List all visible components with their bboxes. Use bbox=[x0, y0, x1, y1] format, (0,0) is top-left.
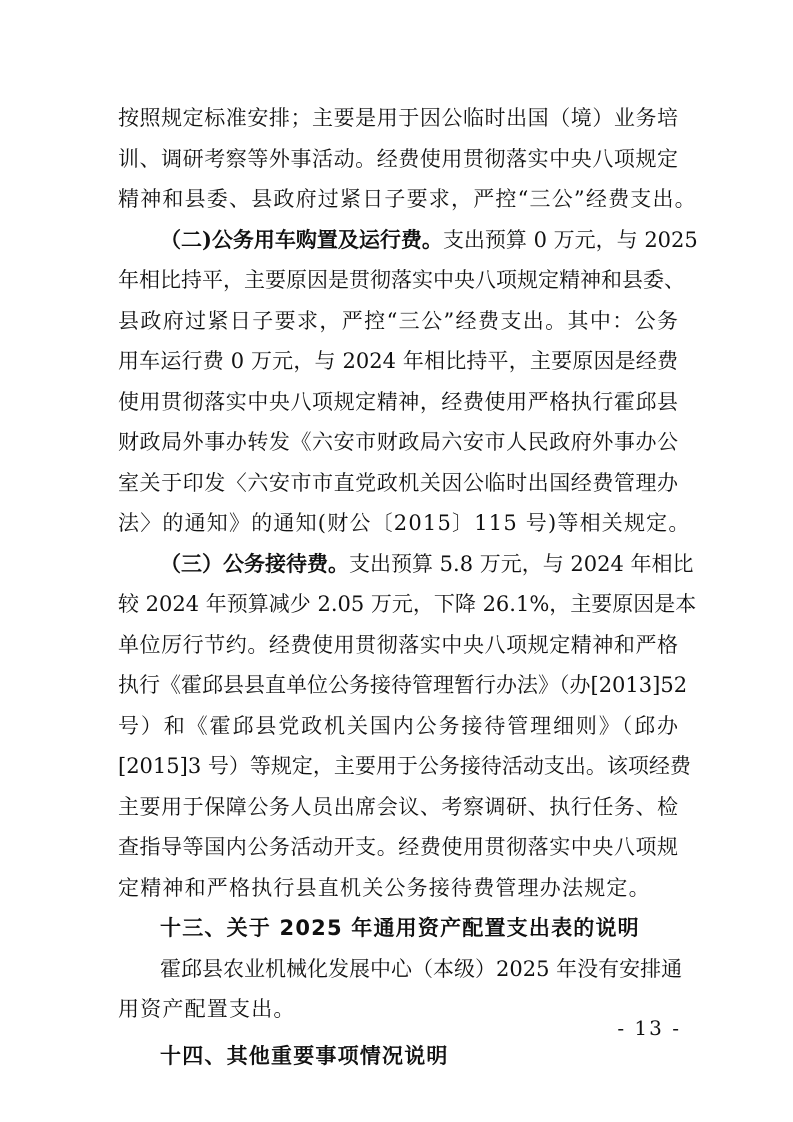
text-line: 训、调研考察等外事活动。经费使用贯彻落实中央八项规定 bbox=[118, 147, 678, 171]
text-line: 使用贯彻落实中央八项规定精神，经费使用严格执行霍邱县 bbox=[118, 390, 678, 414]
text-line: 执行《霍邱县县直单位公务接待管理暂行办法》（办[2013]52 bbox=[118, 673, 688, 697]
text-line: 年相比持平，主要原因是贯彻落实中央八项规定精神和县委、 bbox=[118, 268, 685, 292]
subsection-heading-reception: （三）公务接待费。 bbox=[160, 551, 349, 576]
text-line: 号）和《霍邱县党政机关国内公务接待管理细则》（邱办 bbox=[118, 714, 678, 738]
text-line: 定精神和严格执行县直机关公务接待费管理办法规定。 bbox=[118, 876, 651, 900]
text-line: 精神和县委、县政府过紧日子要求，严控“三公”经费支出。 bbox=[118, 187, 697, 211]
text-line: 单位厉行节约。经费使用贯彻落实中央八项规定精神和严格 bbox=[118, 633, 678, 657]
text-line: 用资产配置支出。 bbox=[118, 997, 296, 1021]
text-line: 室关于印发〈六安市市直党政机关因公临时出国经费管理办 bbox=[118, 471, 678, 495]
text-line: 财政局外事办转发《六安市财政局六安市人民政府外事办公 bbox=[118, 430, 678, 454]
subsection-heading-vehicle: （二)公务用车购置及运行费。 bbox=[160, 227, 443, 252]
section-heading-14: 十四、其他重要事项情况说明 bbox=[160, 1044, 449, 1068]
paragraph-first-line bbox=[160, 225, 698, 255]
text-run: 支出预算 5.8 万元，与 2024 年相比 bbox=[349, 552, 694, 576]
text-line: 主要用于保障公务人员出席会议、考察调研、执行任务、检 bbox=[118, 795, 678, 819]
text-line: 查指导等国内公务活动开支。经费使用贯彻落实中央八项规 bbox=[118, 835, 678, 859]
text-line: 较 2024 年预算减少 2.05 万元，下降 26.1%，主要原因是本 bbox=[118, 592, 697, 616]
text-line: 县政府过紧日子要求，严控“三公”经费支出。其中：公务 bbox=[118, 309, 678, 333]
text-line: 用车运行费 0 万元，与 2024 年相比持平，主要原因是经费 bbox=[118, 349, 678, 373]
section-heading-13: 十三、关于 2025 年通用资产配置支出表的说明 bbox=[160, 916, 640, 940]
page-number: - 13 - bbox=[617, 1016, 681, 1040]
paragraph-first-line bbox=[160, 549, 694, 579]
text-line: 按照规定标准安排；主要是用于因公临时出国（境）业务培 bbox=[118, 106, 678, 130]
text-line: [2015]3 号）等规定，主要用于公务接待活动支出。该项经费 bbox=[118, 754, 691, 778]
text-line: 法〉的通知》的通知(财公〔2015〕115 号)等相关规定。 bbox=[118, 511, 691, 535]
text-line: 霍邱县农业机械化发展中心（本级）2025 年没有安排通 bbox=[160, 957, 683, 981]
text-run: 支出预算 0 万元，与 2025 bbox=[442, 228, 698, 252]
